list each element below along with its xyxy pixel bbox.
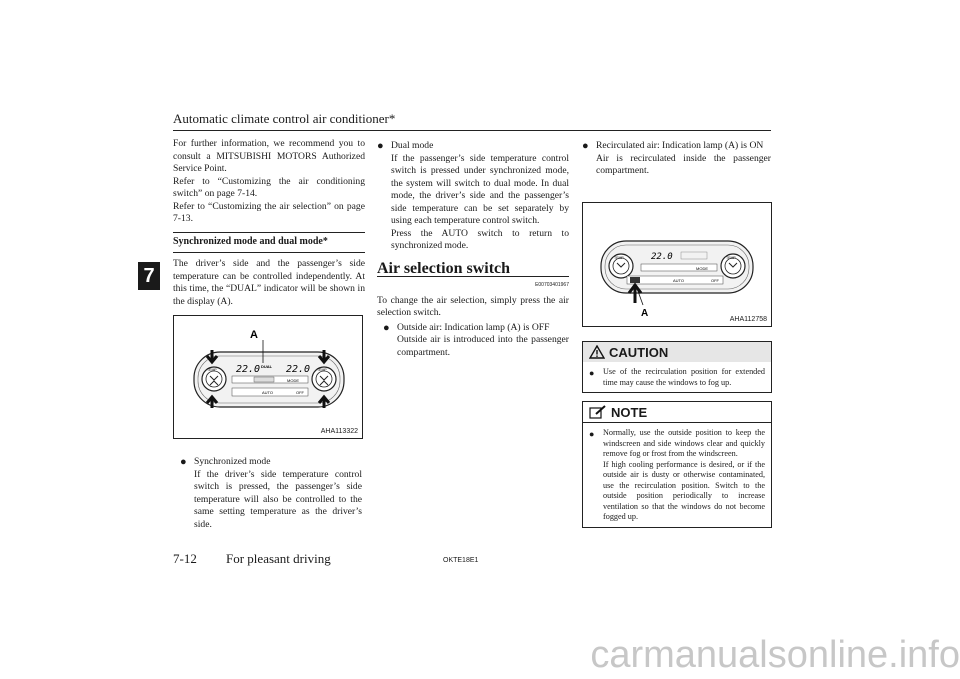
bullet-icon: ● bbox=[589, 368, 595, 378]
header-rule bbox=[173, 130, 771, 131]
mode-button-label: MODE bbox=[696, 266, 708, 271]
header-title: Automatic climate control air conditioner* bbox=[173, 111, 396, 126]
bullet-title: Dual mode bbox=[391, 140, 434, 151]
figure-dual-panel bbox=[173, 315, 363, 439]
figure-code: AHA112758 bbox=[729, 316, 767, 323]
caution-label: CAUTION bbox=[609, 344, 669, 360]
auto-button-label: AUTO bbox=[673, 278, 685, 283]
column-3 bbox=[582, 138, 771, 178]
section-heading: Synchronized mode and dual mode* bbox=[173, 232, 365, 254]
bullet-title: Synchronized mode bbox=[194, 456, 271, 467]
synchronized-bullet bbox=[180, 454, 362, 531]
dual-indicator: DUAL bbox=[261, 364, 273, 369]
bullet-text: If the driver’s side temperature control switch is pressed, the passenger’s side temperature will also be controlled to the same setting temperature as the driver’s side. bbox=[194, 468, 362, 530]
footer-title: For pleasant driving bbox=[226, 551, 331, 566]
warning-triangle-icon bbox=[589, 345, 605, 359]
bullet-text-2: Press the AUTO switch to return to synchronized mode. bbox=[391, 227, 569, 251]
figure-code: AHA113322 bbox=[320, 428, 358, 435]
air-intro: To change the air selection, simply press the air selection switch. bbox=[377, 294, 569, 318]
section-text: The driver’s side and the passenger’s side temperature can be controlled independently. At this time, the “DUAL” indicator will be shown in the display (A). bbox=[173, 258, 365, 307]
figure-recirculation-panel bbox=[582, 202, 772, 327]
temp-display: 22.0 bbox=[651, 252, 673, 262]
intro-paragraph: For further information, we recommend you to consult a MITSUBISHI MOTORS Authorized Service Point. bbox=[173, 138, 365, 174]
bullet-icon: ● bbox=[377, 140, 384, 152]
temp-button-label-right: TEMP bbox=[317, 368, 327, 372]
bullet-icon: ● bbox=[383, 321, 390, 334]
climate-panel-illustration bbox=[583, 203, 771, 326]
caution-box bbox=[582, 341, 772, 393]
bullet-text: If the passenger’s side temperature control switch is pressed under synchronized mode, the system will switch to dual mode. In dual mode, the driver’s side and the passenger’s side temperature can be set separately by using each temperature control switch. bbox=[391, 152, 569, 226]
callout-a: A bbox=[250, 329, 258, 341]
bullet-text: Air is recirculated inside the passenger compartment. bbox=[596, 152, 771, 176]
auto-button-label: AUTO bbox=[262, 390, 274, 395]
note-text-1: Normally, use the outside position to keep the windscreen and side windows clear and quickly remove fog or frost from the windscreen. bbox=[603, 428, 765, 458]
document-code: OKTE18E1 bbox=[443, 557, 479, 564]
bullet-title: Recirculated air: Indication lamp (A) is ON bbox=[596, 140, 764, 151]
temp-display-left: 22.0 bbox=[236, 364, 261, 375]
caution-text: Use of the recirculation position for extended time may cause the windows to fog up. bbox=[603, 367, 765, 387]
off-button-label: OFF bbox=[711, 278, 719, 283]
temp-button-label-left: TEMP bbox=[207, 368, 217, 372]
page-number: 7-12 bbox=[173, 551, 197, 566]
bullet-icon: ● bbox=[589, 429, 595, 439]
mode-button-label: MODE bbox=[287, 378, 299, 383]
bullet-icon: ● bbox=[582, 140, 589, 152]
temp-button-label-left: TEMP bbox=[614, 256, 624, 260]
note-pen-icon bbox=[589, 405, 607, 419]
watermark: carmanualsonline.info bbox=[590, 634, 960, 676]
bullet-title: Outside air: Indication lamp (A) is OFF bbox=[397, 321, 550, 333]
column-2 bbox=[377, 138, 569, 359]
temp-display-right: 22.0 bbox=[286, 364, 311, 375]
note-text-2: If high cooling performance is desired, or if the outside air is dusty or otherwise contaminated, use the recirculation position. Switch to the outside position periodically to increase ventilation so that the windows do not become fogged up. bbox=[603, 459, 765, 521]
reference-link-1[interactable]: Refer to “Customizing the air conditioning switch” on page 7-14. bbox=[173, 175, 365, 199]
note-box bbox=[582, 401, 772, 528]
bullet-text: Outside air is introduced into the passenger compartment. bbox=[397, 334, 569, 358]
note-header bbox=[583, 402, 771, 423]
section-code: E00703401967 bbox=[535, 282, 569, 288]
column-1 bbox=[173, 138, 365, 308]
temp-button-label-right: TEMP bbox=[726, 256, 736, 260]
reference-link-2[interactable]: Refer to “Customizing the air selection” on page 7-13. bbox=[173, 200, 365, 224]
air-selection-heading: Air selection switch bbox=[377, 263, 569, 278]
bullet-icon: ● bbox=[180, 456, 187, 468]
climate-panel-illustration bbox=[174, 316, 362, 438]
note-label: NOTE bbox=[611, 404, 648, 420]
callout-a: A bbox=[641, 308, 649, 319]
off-button-label: OFF bbox=[296, 390, 304, 395]
caution-header bbox=[583, 342, 771, 362]
chapter-tab[interactable]: 7 bbox=[138, 262, 160, 290]
